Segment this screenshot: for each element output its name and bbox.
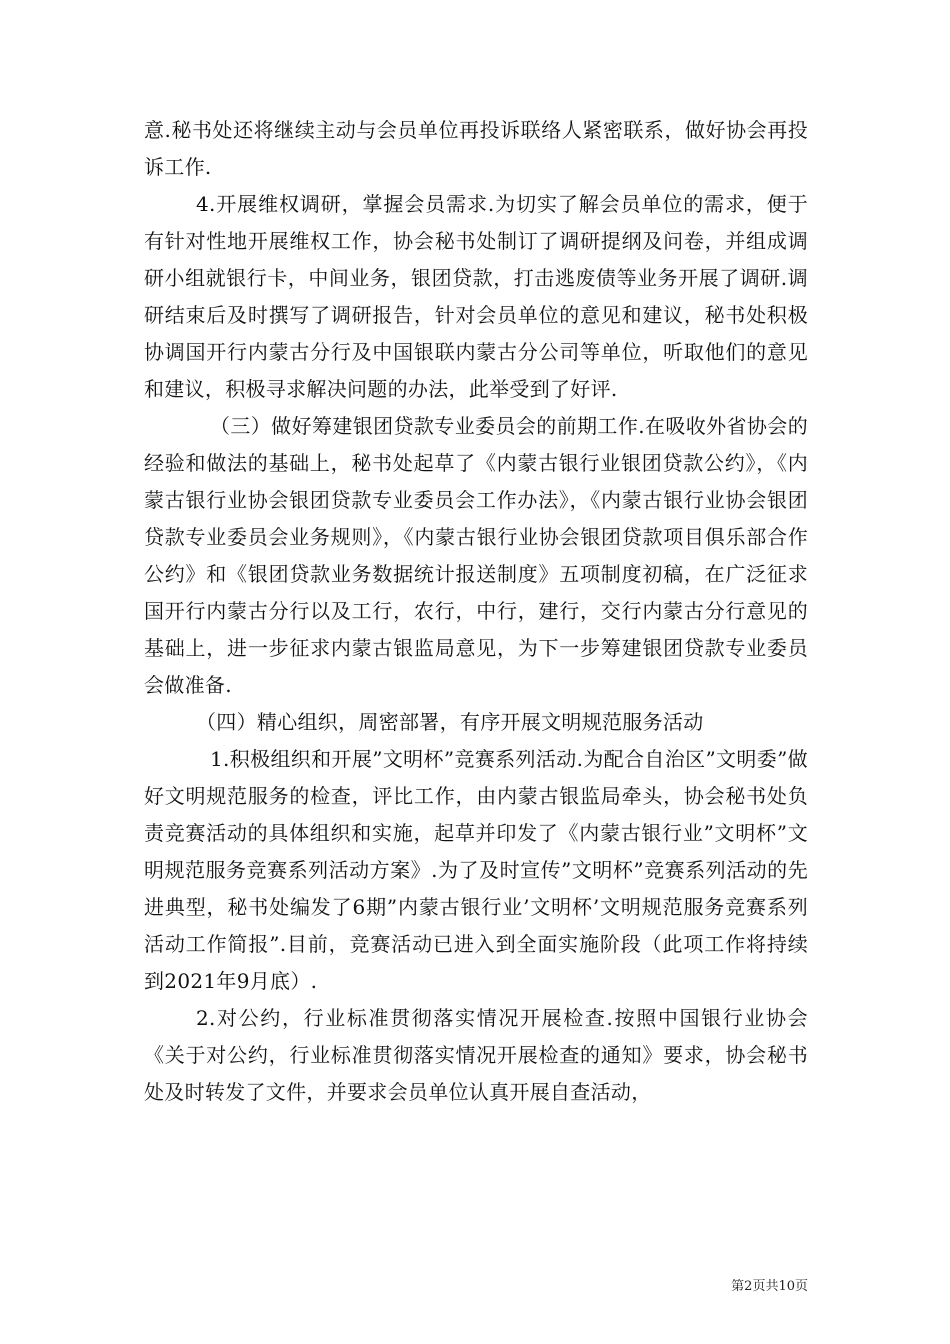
paragraph-syndicated-loan-committee: （三）做好筹建银团贷款专业委员会的前期工作.在吸收外省协会的经验和做法的基础上，秘书处起草了《内蒙古银行业银团贷款公约》，《内蒙古银行业协会银团贷款专业委员会工作办法》，《内蒙古银行业协会银团贷款专业委员会业务规则》，《内蒙古银行业协会银团贷款项目俱乐部合作公约》和《银团贷款业务数据统计报送制度》五项制度初稿，在广泛征求国开行内蒙古分行以及工行，农行，中行，建行，交行内蒙古分行意见的基础上，进一步征求内蒙古银监局意见，为下一步筹建银团贷款专业委员会做准备. [144, 414, 808, 697]
section-heading-civilized-service: （四）精心组织，周密部署，有序开展文明规范服务活动 [196, 710, 704, 734]
page-number: 第2页共10页 [731, 1279, 808, 1294]
paragraph-convention-inspection: 2.对公约，行业标准贯彻落实情况开展检查.按照中国银行业协会《关于对公约，行业标准贯彻落实情况开展检查的通知》要求，协会秘书处及时转发了文件，并要求会员单位认真开展自查活动， [144, 1006, 808, 1104]
document-body [144, 112, 808, 1111]
paragraph-continuation: 意.秘书处还将继续主动与会员单位再投诉联络人紧密联系，做好协会再投诉工作. [144, 118, 808, 179]
paragraph-rights-research: 4.开展维权调研，掌握会员需求.为切实了解会员单位的需求，便于有针对性地开展维权工作，协会秘书处制订了调研提纲及问卷，并组成调研小组就银行卡，中间业务，银团贷款，打击逃废债等业务开展了调研.调研结束后及时撰写了调研报告，针对会员单位的意见和建议，秘书处积极协调国开行内蒙古分行及中国银联内蒙古分公司等单位，听取他们的意见和建议，积极寻求解决问题的办法，此举受到了好评. [144, 192, 808, 401]
paragraph-civilization-cup: 1.积极组织和开展”文明杯”竞赛系列活动.为配合自治区”文明委”做好文明规范服务的检查，评比工作，由内蒙古银监局牵头，协会秘书处负责竞赛活动的具体组织和实施，起草并印发了《内蒙古银行业”文明杯”文明规范服务竞赛系列活动方案》.为了及时宣传”文明杯”竞赛系列活动的先进典型，秘书处编发了6期”内蒙古银行业’文明杯’文明规范服务竞赛系列活动工作简报”.目前，竞赛活动已进入到全面实施阶段（此项工作将持续到2021年9月底）. [144, 747, 808, 993]
